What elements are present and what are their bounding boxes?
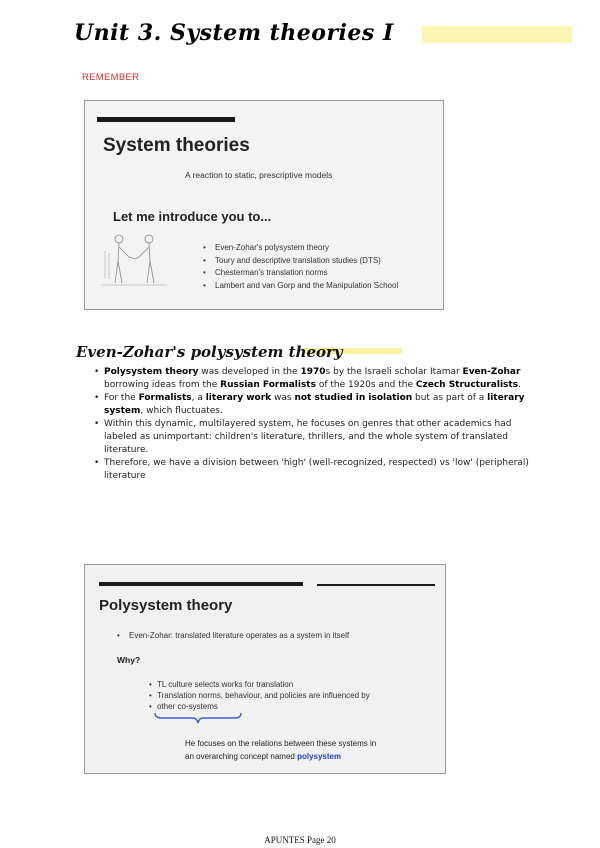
list-item: • Polysystem theory was developed in the 1970s by the Israeli scholar Itamar Even-Zohar borrowing ideas from the Russian Formalists of the 1920s and the Czech Structuralists. <box>94 366 546 392</box>
title-highlight <box>422 26 572 43</box>
notes-list <box>94 366 546 483</box>
list-item: • Within this dynamic, multilayered system, he focuses on genres that other academics had labeled as unimportant: children's literature, thrillers, and the whole system of translated literature. <box>94 418 546 457</box>
reasons-list <box>149 679 370 712</box>
list-item: • Translation norms, behaviour, and policies are influenced by <box>149 690 370 701</box>
section-heading: Even-Zohar's polysystem theory <box>76 343 343 361</box>
slide-intro: Let me introduce you to... <box>113 209 272 224</box>
explanation-text: He focuses on the relations between these systems in an overarching concept named polysystem <box>185 739 377 761</box>
list-item: • For the Formalists, a literary work was not studied in isolation but as part of a literary system, which fluctuates. <box>94 392 546 418</box>
handshake-illustration-icon <box>99 231 169 291</box>
list-item: • Therefore, we have a division between 'high' (well-recognized, respected) vs 'low' (peripheral) literature <box>94 457 546 483</box>
slide-title: System theories <box>103 135 250 156</box>
list-item: • Chesterman's translation norms <box>203 267 398 280</box>
remember-label: REMEMBER <box>82 72 140 83</box>
list-item: • Even-Zohar's polysystem theory <box>203 242 398 255</box>
system-theories-slide <box>84 100 444 310</box>
polysystem-keyword: polysystem <box>297 752 342 761</box>
why-label: Why? <box>117 655 141 665</box>
list-item: • Toury and descriptive translation studies (DTS) <box>203 255 398 268</box>
slide-title: Polysystem theory <box>99 597 233 614</box>
list-item-continuation: • other co-systems <box>149 701 370 712</box>
bracket-icon <box>153 711 243 725</box>
slide-top-bar <box>97 117 235 122</box>
slide-top-line <box>317 584 435 586</box>
list-item: • TL culture selects works for translation <box>149 679 370 690</box>
list-item: • Lambert and van Gorp and the Manipulation School <box>203 280 398 293</box>
slide-top-bar <box>99 582 303 586</box>
slide-list <box>203 242 398 292</box>
polysystem-theory-slide <box>84 564 446 774</box>
page-title: Unit 3. System theories I <box>74 20 394 46</box>
slide-subtitle: A reaction to static, prescriptive models <box>185 170 333 180</box>
main-bullet: • Even-Zohar: translated literature operates as a system in itself <box>117 631 349 640</box>
page-footer: APUNTES Page 20 <box>264 835 336 845</box>
